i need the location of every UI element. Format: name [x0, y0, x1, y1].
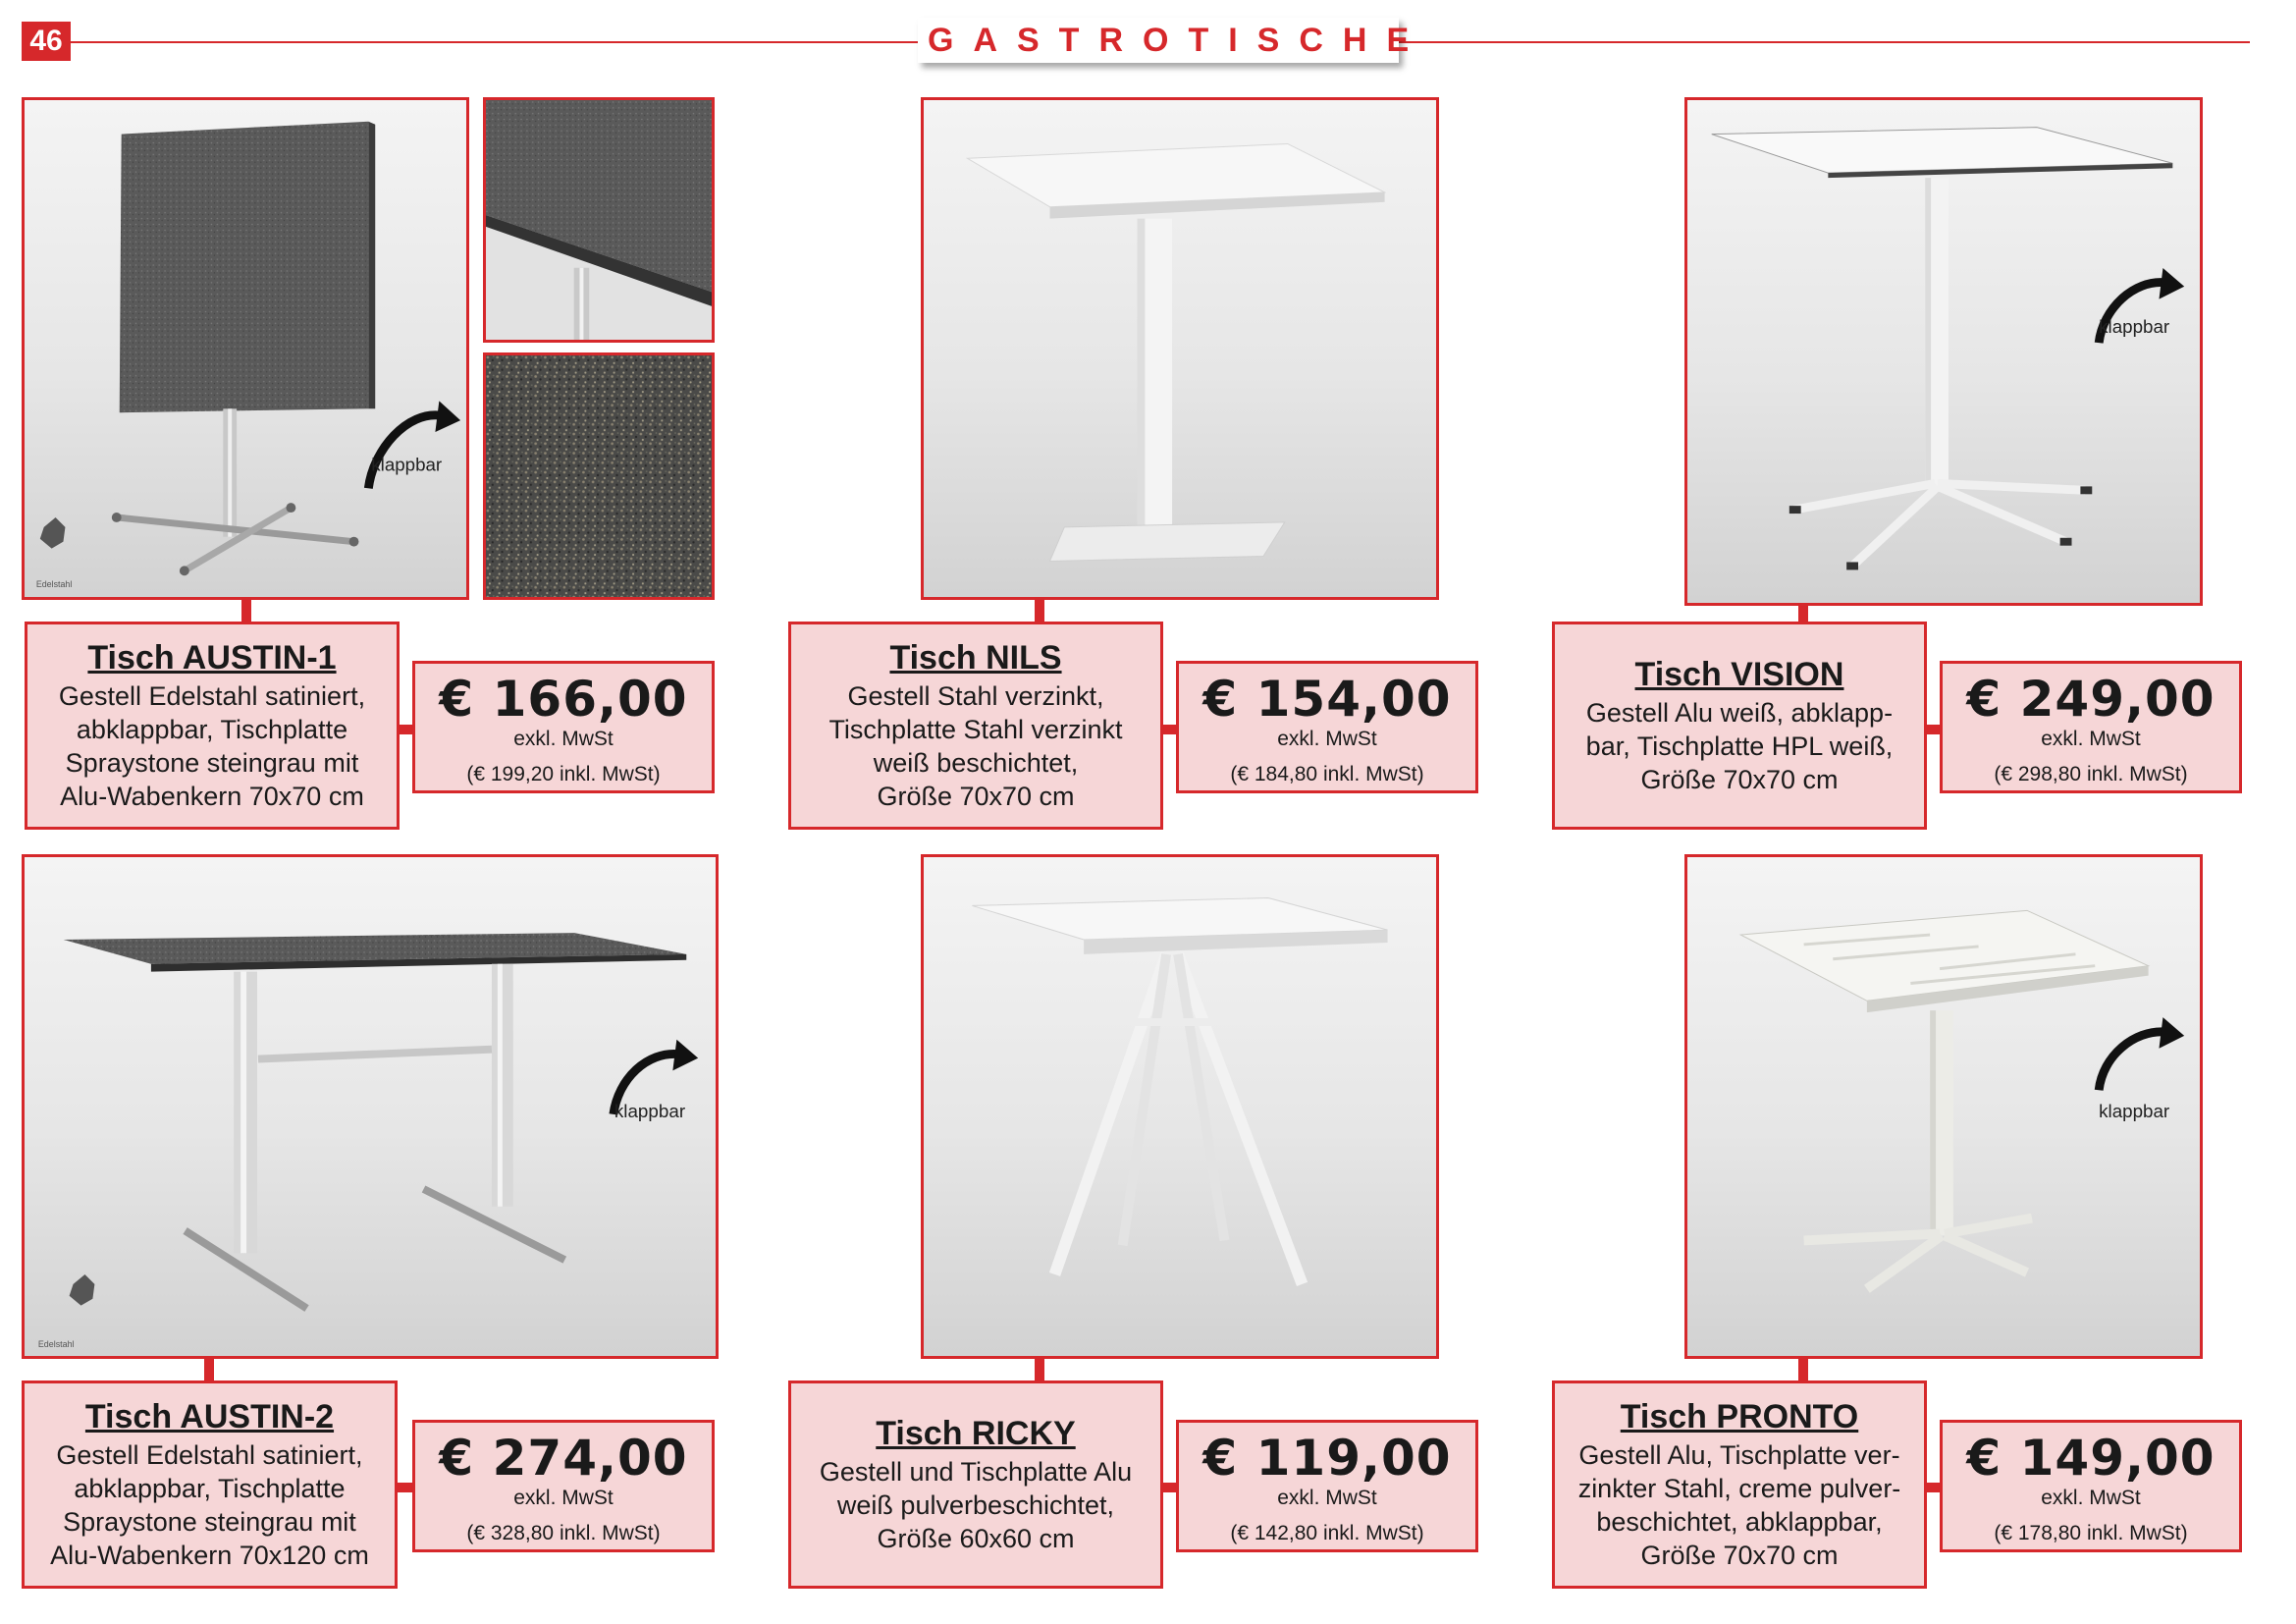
product-photo-nils [921, 97, 1439, 600]
material-badge-label: Edelstahl [37, 1339, 75, 1350]
price-incl: (€ 199,20 inkl. MwSt) [466, 763, 661, 785]
connector-vision [1798, 606, 1808, 622]
price-incl: (€ 184,80 inkl. MwSt) [1230, 763, 1424, 785]
connector-austin-1 [241, 600, 251, 622]
price-incl: (€ 328,80 inkl. MwSt) [466, 1522, 661, 1544]
price-incl: (€ 142,80 inkl. MwSt) [1230, 1522, 1424, 1544]
connector-ricky [1035, 1359, 1044, 1380]
price-box-ricky [1176, 1420, 1478, 1552]
foldable-badge-label: klappbar [2099, 316, 2170, 338]
price-amount: € 119,00 [1202, 1430, 1452, 1487]
material-badge-label: Edelstahl [35, 579, 73, 590]
price-note: exkl. MwSt [513, 1487, 614, 1509]
foldable-badge-label: klappbar [371, 454, 443, 475]
product-card-nils [788, 622, 1163, 830]
product-description: Gestell Edelstahl satiniert, abklappbar, Tischplatte Spraystone steingrau mit Alu-Wabenkern 70x70 cm [58, 681, 366, 811]
price-note: exkl. MwSt [513, 728, 614, 750]
product-name: Tisch VISION [1634, 656, 1844, 693]
product-description: Gestell und Tischplatte Alu weiß pulverbeschichtet, Größe 60x60 cm [819, 1457, 1133, 1553]
product-description: Gestell Edelstahl satiniert, abklappbar, Tischplatte Spraystone steingrau mit Alu-Wabenkern 70x120 cm [50, 1440, 369, 1570]
product-description: Gestell Alu weiß, abklapp- bar, Tischplatte HPL weiß, Größe 70x70 cm [1585, 698, 1894, 794]
price-box-nils [1176, 661, 1478, 793]
product-name: Tisch PRONTO [1620, 1398, 1859, 1435]
price-amount: € 249,00 [1966, 671, 2216, 728]
price-note: exkl. MwSt [1277, 728, 1377, 750]
price-box-vision [1940, 661, 2242, 793]
product-card-austin-1 [25, 622, 400, 830]
price-note: exkl. MwSt [1277, 1487, 1377, 1509]
product-photo-pronto [1684, 854, 2203, 1359]
page-title: GASTROTISCHE [918, 18, 1399, 63]
product-photo-austin-1 [22, 97, 469, 600]
connector-nils [1035, 600, 1044, 622]
product-name: Tisch RICKY [876, 1415, 1076, 1452]
product-description: Gestell Stahl verzinkt, Tischplatte Stahl verzinkt weiß beschichtet, Größe 70x70 cm [828, 681, 1123, 811]
product-photo-austin-2 [22, 854, 719, 1359]
foldable-badge-label: klappbar [2099, 1100, 2170, 1121]
price-incl: (€ 298,80 inkl. MwSt) [1994, 763, 2188, 785]
price-amount: € 274,00 [439, 1430, 688, 1487]
detail-photo-edge [483, 97, 715, 343]
price-amount: € 149,00 [1966, 1430, 2216, 1487]
product-description: Gestell Alu, Tischplatte ver- zinkter Stahl, creme pulver- beschichtet, abklappbar, Größe 70x70 cm [1577, 1440, 1901, 1570]
product-photo-vision [1684, 97, 2203, 606]
price-note: exkl. MwSt [2041, 728, 2141, 750]
product-name: Tisch NILS [889, 639, 1062, 677]
price-note: exkl. MwSt [2041, 1487, 2141, 1509]
price-amount: € 154,00 [1202, 671, 1452, 728]
foldable-badge-label: klappbar [614, 1100, 686, 1121]
price-box-austin-1 [412, 661, 715, 793]
price-box-austin-2 [412, 1420, 715, 1552]
page-number: 46 [22, 22, 71, 61]
product-card-ricky [788, 1380, 1163, 1589]
product-photo-ricky [921, 854, 1439, 1359]
connector-austin-2 [204, 1359, 214, 1380]
price-amount: € 166,00 [439, 671, 688, 728]
detail-photo-texture [483, 352, 715, 600]
product-card-vision [1552, 622, 1927, 830]
product-name: Tisch AUSTIN-2 [84, 1398, 335, 1435]
price-incl: (€ 178,80 inkl. MwSt) [1994, 1522, 2188, 1544]
product-name: Tisch AUSTIN-1 [87, 639, 337, 677]
product-card-pronto [1552, 1380, 1927, 1589]
price-box-pronto [1940, 1420, 2242, 1552]
product-card-austin-2 [22, 1380, 398, 1589]
connector-pronto [1798, 1359, 1808, 1380]
